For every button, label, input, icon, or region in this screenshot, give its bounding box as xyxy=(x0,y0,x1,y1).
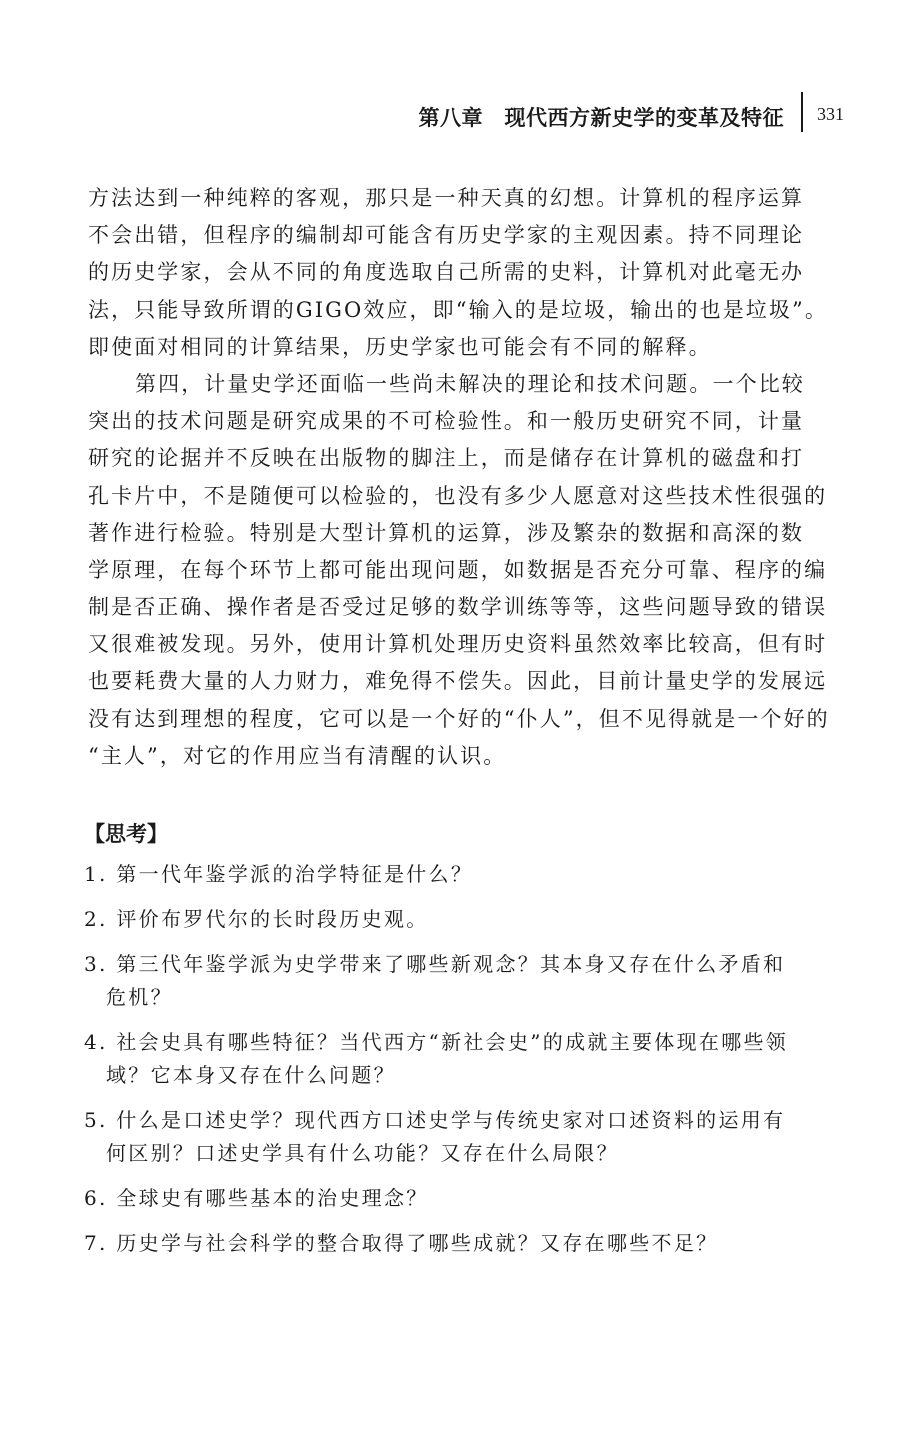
body-line: 又很难被发现。另外，使用计算机处理历史资料虽然效率比较高，但有时 xyxy=(88,632,828,657)
body-line: 制是否正确、操作者是否受过足够的数学训练等等，这些问题导致的错误 xyxy=(88,595,828,620)
question-item xyxy=(84,1227,804,1260)
question-line: 2. 评价布罗代尔的长时段历史观。 xyxy=(84,907,429,931)
body-line: 的历史学家，会从不同的角度选取自己所需的史料，计算机对此毫无办 xyxy=(88,260,805,285)
question-item xyxy=(84,948,804,1014)
question-line: 域？它本身又存在什么问题？ xyxy=(106,1063,396,1087)
body-line: “主人”，对它的作用应当有清醒的认识。 xyxy=(88,743,507,768)
body-line: 孔卡片中，不是随便可以检验的，也没有多少人愿意对这些技术性很强的 xyxy=(88,483,828,508)
question-line: 3. 第三代年鉴学派为史学带来了哪些新观念？其本身又存在什么矛盾和 xyxy=(84,952,786,976)
question-line: 4. 社会史具有哪些特征？当代西方“新社会史”的成就主要体现在哪些领 xyxy=(84,1030,789,1054)
body-line: 法，只能导致所谓的GIGO效应，即“输入的是垃圾，输出的也是垃圾”。 xyxy=(88,297,828,322)
question-line: 1. 第一代年鉴学派的治学特征是什么？ xyxy=(84,862,474,886)
question-line: 7. 历史学与社会科学的整合取得了哪些成就？又存在哪些不足？ xyxy=(84,1231,719,1255)
question-item xyxy=(84,1104,804,1170)
body-line: 也要耗费大量的人力财力，难免得不偿失。因此，目前计量史学的发展远 xyxy=(88,669,828,694)
question-item xyxy=(84,1182,804,1215)
body-line: 学原理，在每个环节上都可能出现问题，如数据是否充分可靠、程序的编 xyxy=(88,557,828,582)
body-line: 不会出错，但程序的编制却可能含有历史学家的主观因素。持不同理论 xyxy=(88,223,805,248)
page-number: 331 xyxy=(817,104,844,124)
body-line: 第四，计量史学还面临一些尚未解决的理论和技术问题。一个比较 xyxy=(135,371,805,396)
body-line: 没有达到理想的程度，它可以是一个好的“仆人”，但不见得就是一个好的 xyxy=(88,706,830,731)
body-line: 著作进行检验。特别是大型计算机的运算，涉及繁杂的数据和高深的数 xyxy=(88,520,805,545)
think-section-title: 【思考】 xyxy=(84,822,168,846)
body-text xyxy=(88,180,830,775)
question-line: 何区别？口述史学具有什么功能？又存在什么局限？ xyxy=(106,1141,619,1165)
question-item xyxy=(84,858,804,891)
body-line: 突出的技术问题是研究成果的不可检验性。和一般历史研究不同，计量 xyxy=(88,409,805,434)
question-line: 6. 全球史有哪些基本的治史理念？ xyxy=(84,1186,429,1210)
body-line: 方法达到一种纯粹的客观，那只是一种天真的幻想。计算机的程序运算 xyxy=(88,186,805,210)
question-line: 危机？ xyxy=(106,985,173,1009)
question-list xyxy=(84,858,804,1272)
body-line: 即使面对相同的计算结果，历史学家也可能会有不同的解释。 xyxy=(88,334,712,359)
question-line: 5. 什么是口述史学？现代西方口述史学与传统史家对口述资料的运用有 xyxy=(84,1108,786,1132)
running-header xyxy=(0,92,900,132)
question-item xyxy=(84,1026,804,1092)
chapter-title: 第八章 现代西方新史学的变革及特征 xyxy=(418,106,784,130)
question-item xyxy=(84,903,804,936)
body-line: 研究的论据并不反映在出版物的脚注上，而是储存在计算机的磁盘和打 xyxy=(88,446,805,471)
header-divider xyxy=(801,92,803,132)
